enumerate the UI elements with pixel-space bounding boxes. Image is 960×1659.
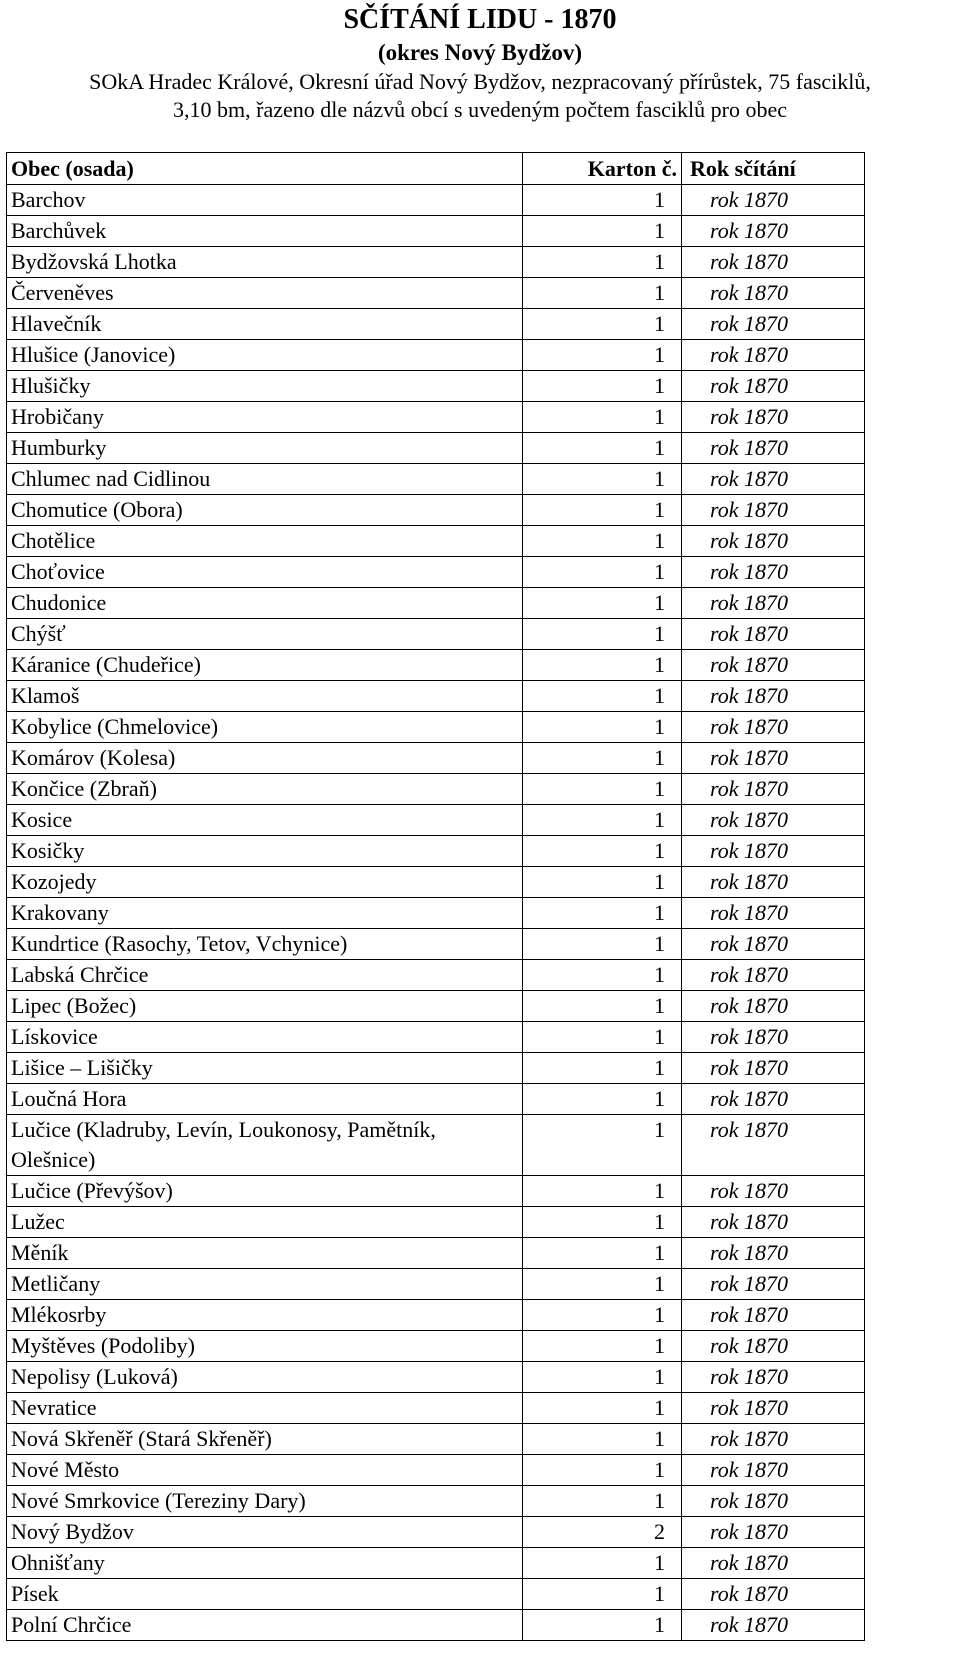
table-row [7,495,865,526]
census-records-table [6,152,865,1641]
cell-census-year: rok 1870 [682,681,865,712]
cell-box-number: 1 [523,1207,682,1238]
cell-census-year: rok 1870 [682,433,865,464]
cell-census-year: rok 1870 [682,867,865,898]
cell-census-year: rok 1870 [682,340,865,371]
table-row [7,1517,865,1548]
cell-census-year: rok 1870 [682,402,865,433]
cell-box-number: 1 [523,650,682,681]
column-header-box-number: Karton č. [523,153,682,185]
cell-census-year: rok 1870 [682,278,865,309]
cell-municipality: Chlumec nad Cidlinou [7,464,523,495]
cell-municipality: Lužec [7,1207,523,1238]
cell-box-number: 1 [523,681,682,712]
cell-municipality: Nová Skřeněř (Stará Skřeněř) [7,1424,523,1455]
cell-municipality: Hlušičky [7,371,523,402]
table-row [7,1548,865,1579]
cell-municipality: Klamoš [7,681,523,712]
table-row [7,278,865,309]
cell-box-number: 1 [523,991,682,1022]
cell-municipality: Kosice [7,805,523,836]
cell-box-number: 1 [523,402,682,433]
cell-box-number: 1 [523,1331,682,1362]
table-row [7,1022,865,1053]
table-row [7,557,865,588]
cell-box-number: 1 [523,1548,682,1579]
table-row [7,681,865,712]
cell-census-year: rok 1870 [682,743,865,774]
table-row [7,1269,865,1300]
cell-municipality: Nepolisy (Luková) [7,1362,523,1393]
table-row [7,650,865,681]
cell-municipality: Kozojedy [7,867,523,898]
table-row [7,309,865,340]
cell-municipality: Lískovice [7,1022,523,1053]
table-row [7,1424,865,1455]
cell-census-year: rok 1870 [682,805,865,836]
cell-municipality: Bydžovská Lhotka [7,247,523,278]
cell-municipality: Káranice (Chudeřice) [7,650,523,681]
cell-census-year: rok 1870 [682,836,865,867]
cell-box-number: 1 [523,185,682,216]
cell-municipality: Choťovice [7,557,523,588]
cell-box-number: 1 [523,929,682,960]
archive-source-line-1: SOkA Hradec Králové, Okresní úřad Nový Bydžov, nezpracovaný přírůstek, 75 fasciklů, [89,69,871,94]
cell-municipality: Hlavečník [7,309,523,340]
cell-census-year: rok 1870 [682,1455,865,1486]
cell-box-number: 1 [523,1300,682,1331]
column-header-census-year: Rok sčítání [682,153,865,185]
cell-census-year: rok 1870 [682,774,865,805]
cell-box-number: 1 [523,588,682,619]
cell-census-year: rok 1870 [682,1238,865,1269]
cell-municipality: Chotělice [7,526,523,557]
table-row [7,1486,865,1517]
cell-census-year: rok 1870 [682,1610,865,1641]
cell-box-number: 1 [523,1610,682,1641]
cell-municipality: Nový Bydžov [7,1517,523,1548]
cell-box-number: 1 [523,743,682,774]
cell-box-number: 1 [523,1084,682,1115]
cell-municipality: Myštěves (Podoliby) [7,1331,523,1362]
cell-census-year: rok 1870 [682,588,865,619]
table-row [7,774,865,805]
cell-census-year: rok 1870 [682,495,865,526]
archive-source-line-2: 3,10 bm, řazeno dle názvů obcí s uvedeným počtem fasciklů pro obec [173,97,787,122]
cell-box-number: 1 [523,557,682,588]
cell-box-number: 1 [523,464,682,495]
table-row [7,1053,865,1084]
cell-census-year: rok 1870 [682,557,865,588]
cell-municipality: Kundrtice (Rasochy, Tetov, Vchynice) [7,929,523,960]
table-row [7,1610,865,1641]
cell-census-year: rok 1870 [682,1053,865,1084]
cell-box-number: 1 [523,433,682,464]
cell-box-number: 1 [523,1486,682,1517]
cell-municipality: Polní Chrčice [7,1610,523,1641]
cell-municipality: Barchov [7,185,523,216]
document-title: SČÍTÁNÍ LIDU - 1870 [343,4,617,35]
cell-box-number: 1 [523,216,682,247]
table-row [7,1238,865,1269]
cell-box-number: 1 [523,340,682,371]
cell-municipality: Krakovany [7,898,523,929]
cell-municipality: Nové Město [7,1455,523,1486]
table-row [7,1579,865,1610]
cell-municipality: Ohnišťany [7,1548,523,1579]
column-header-municipality: Obec (osada) [7,153,523,185]
cell-census-year: rok 1870 [682,1579,865,1610]
cell-municipality: Chudonice [7,588,523,619]
table-row [7,929,865,960]
table-row [7,1115,865,1176]
table-row [7,464,865,495]
table-row [7,1300,865,1331]
cell-municipality: Měník [7,1238,523,1269]
cell-census-year: rok 1870 [682,185,865,216]
cell-census-year: rok 1870 [682,1548,865,1579]
cell-box-number: 1 [523,774,682,805]
cell-box-number: 1 [523,309,682,340]
cell-municipality: Lipec (Božec) [7,991,523,1022]
cell-census-year: rok 1870 [682,526,865,557]
table-row [7,1176,865,1207]
cell-box-number: 2 [523,1517,682,1548]
cell-census-year: rok 1870 [682,464,865,495]
cell-census-year: rok 1870 [682,1022,865,1053]
table-row [7,247,865,278]
archive-source-note [0,68,960,124]
table-header-row [7,153,865,185]
cell-municipality: Lučice (Převýšov) [7,1176,523,1207]
cell-census-year: rok 1870 [682,1269,865,1300]
cell-municipality: Kobylice (Chmelovice) [7,712,523,743]
cell-box-number: 1 [523,1393,682,1424]
cell-municipality: Písek [7,1579,523,1610]
cell-municipality: Kosičky [7,836,523,867]
cell-census-year: rok 1870 [682,1424,865,1455]
cell-census-year: rok 1870 [682,650,865,681]
cell-box-number: 1 [523,278,682,309]
cell-box-number: 1 [523,712,682,743]
table-row [7,867,865,898]
cell-box-number: 1 [523,1176,682,1207]
table-row [7,1362,865,1393]
cell-box-number: 1 [523,1022,682,1053]
table-row [7,1331,865,1362]
cell-box-number: 1 [523,1455,682,1486]
cell-municipality: Loučná Hora [7,1084,523,1115]
cell-census-year: rok 1870 [682,960,865,991]
table-body [7,185,865,1641]
table-row [7,433,865,464]
cell-municipality: Metličany [7,1269,523,1300]
table-header [7,153,865,185]
cell-census-year: rok 1870 [682,1207,865,1238]
cell-census-year: rok 1870 [682,371,865,402]
table-row [7,805,865,836]
table-row [7,588,865,619]
table-row [7,1207,865,1238]
cell-municipality: Hlušice (Janovice) [7,340,523,371]
table-row [7,960,865,991]
cell-box-number: 1 [523,1579,682,1610]
cell-census-year: rok 1870 [682,309,865,340]
cell-census-year: rok 1870 [682,1331,865,1362]
cell-municipality: Červeněves [7,278,523,309]
table-row [7,619,865,650]
table-row [7,991,865,1022]
cell-box-number: 1 [523,836,682,867]
table-row [7,1455,865,1486]
cell-box-number: 1 [523,867,682,898]
cell-box-number: 1 [523,1362,682,1393]
cell-municipality: Končice (Zbraň) [7,774,523,805]
table-row [7,340,865,371]
cell-census-year: rok 1870 [682,619,865,650]
cell-box-number: 1 [523,960,682,991]
cell-municipality: Lučice (Kladruby, Levín, Loukonosy, Pamětník, Olešnice) [7,1115,523,1176]
cell-municipality: Lišice – Lišičky [7,1053,523,1084]
cell-municipality: Humburky [7,433,523,464]
table-row [7,526,865,557]
cell-municipality: Nové Smrkovice (Tereziny Dary) [7,1486,523,1517]
cell-municipality: Chýšť [7,619,523,650]
cell-census-year: rok 1870 [682,898,865,929]
cell-census-year: rok 1870 [682,1362,865,1393]
cell-census-year: rok 1870 [682,1176,865,1207]
cell-municipality: Chomutice (Obora) [7,495,523,526]
table-row [7,898,865,929]
table-row [7,836,865,867]
cell-census-year: rok 1870 [682,1084,865,1115]
cell-box-number: 1 [523,1269,682,1300]
table-row [7,1393,865,1424]
cell-box-number: 1 [523,898,682,929]
cell-census-year: rok 1870 [682,1393,865,1424]
cell-municipality: Hrobičany [7,402,523,433]
table-row [7,743,865,774]
cell-municipality: Labská Chrčice [7,960,523,991]
cell-census-year: rok 1870 [682,991,865,1022]
table-row [7,1084,865,1115]
cell-census-year: rok 1870 [682,1517,865,1548]
cell-municipality: Komárov (Kolesa) [7,743,523,774]
cell-box-number: 1 [523,805,682,836]
cell-box-number: 1 [523,495,682,526]
cell-census-year: rok 1870 [682,712,865,743]
cell-box-number: 1 [523,1115,682,1176]
table-row [7,216,865,247]
table-row [7,402,865,433]
cell-box-number: 1 [523,526,682,557]
cell-census-year: rok 1870 [682,1300,865,1331]
table-row [7,185,865,216]
cell-municipality: Nevratice [7,1393,523,1424]
cell-census-year: rok 1870 [682,216,865,247]
cell-municipality: Mlékosrby [7,1300,523,1331]
cell-box-number: 1 [523,247,682,278]
cell-census-year: rok 1870 [682,1115,865,1176]
table-row [7,712,865,743]
cell-box-number: 1 [523,371,682,402]
cell-box-number: 1 [523,619,682,650]
cell-census-year: rok 1870 [682,247,865,278]
cell-municipality: Barchůvek [7,216,523,247]
document-subtitle: (okres Nový Bydžov) [377,40,582,65]
cell-box-number: 1 [523,1238,682,1269]
cell-box-number: 1 [523,1053,682,1084]
cell-census-year: rok 1870 [682,929,865,960]
cell-census-year: rok 1870 [682,1486,865,1517]
table-row [7,371,865,402]
cell-box-number: 1 [523,1424,682,1455]
